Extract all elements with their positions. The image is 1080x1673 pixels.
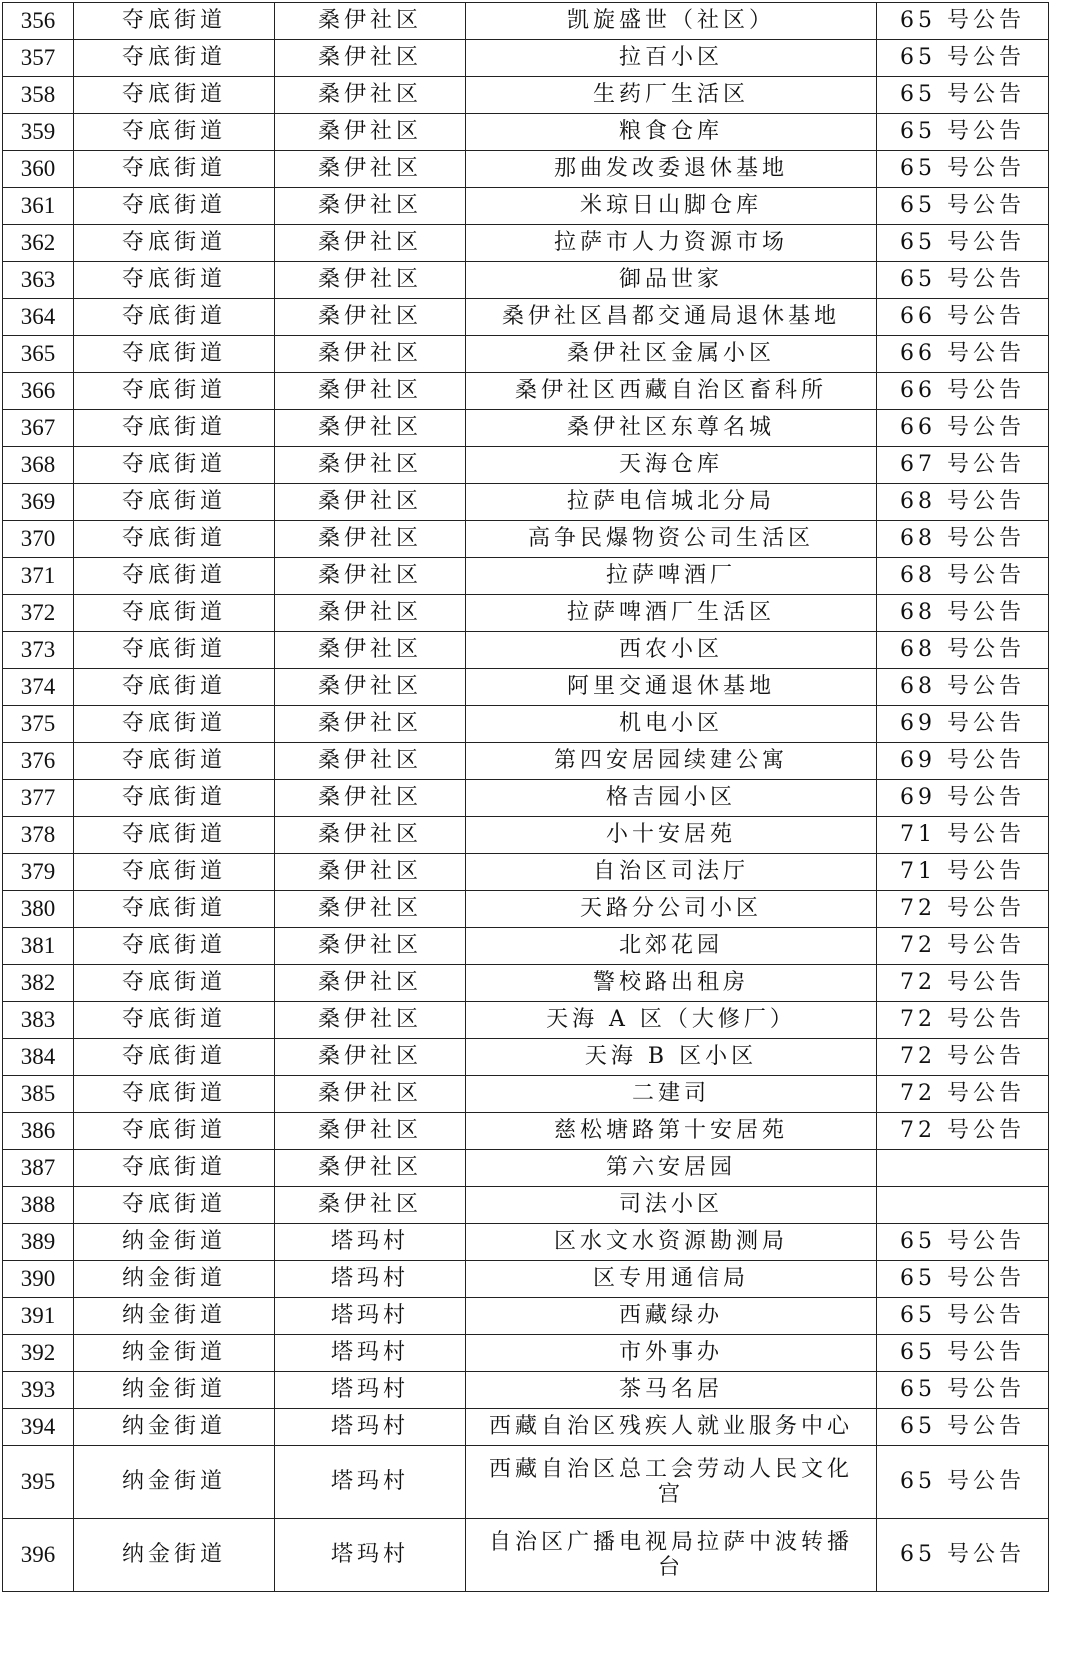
area-name-cell: 区专用通信局 xyxy=(466,1261,877,1298)
community-cell: 塔玛村 xyxy=(275,1298,466,1335)
table-row xyxy=(3,262,1049,299)
notice-cell: 69 号公告 xyxy=(877,706,1049,743)
row-number-cell: 368 xyxy=(3,447,74,484)
notice-cell: 65 号公告 xyxy=(877,1224,1049,1261)
area-name-cell: 机电小区 xyxy=(466,706,877,743)
notice-cell: 69 号公告 xyxy=(877,780,1049,817)
notice-cell: 66 号公告 xyxy=(877,373,1049,410)
street-cell: 夺底街道 xyxy=(74,1113,275,1150)
community-cell: 桑伊社区 xyxy=(275,114,466,151)
area-name-cell: 西藏自治区残疾人就业服务中心 xyxy=(466,1409,877,1446)
table-row xyxy=(3,3,1049,40)
street-cell: 夺底街道 xyxy=(74,1187,275,1224)
area-name-cell: 西藏自治区总工会劳动人民文化宫 xyxy=(466,1446,877,1519)
area-name-cell: 拉萨啤酒厂生活区 xyxy=(466,595,877,632)
area-name-cell: 高争民爆物资公司生活区 xyxy=(466,521,877,558)
table-row xyxy=(3,1409,1049,1446)
community-cell: 桑伊社区 xyxy=(275,632,466,669)
community-cell: 桑伊社区 xyxy=(275,965,466,1002)
residential-area-table xyxy=(2,2,1049,1592)
notice-cell: 71 号公告 xyxy=(877,854,1049,891)
notice-cell: 71 号公告 xyxy=(877,817,1049,854)
table-row xyxy=(3,1076,1049,1113)
community-cell: 桑伊社区 xyxy=(275,188,466,225)
table-row xyxy=(3,1298,1049,1335)
row-number-cell: 364 xyxy=(3,299,74,336)
community-cell: 桑伊社区 xyxy=(275,225,466,262)
street-cell: 纳金街道 xyxy=(74,1372,275,1409)
street-cell: 纳金街道 xyxy=(74,1446,275,1519)
area-name-cell: 市外事办 xyxy=(466,1335,877,1372)
notice-cell: 68 号公告 xyxy=(877,521,1049,558)
row-number-cell: 377 xyxy=(3,780,74,817)
notice-cell: 72 号公告 xyxy=(877,1076,1049,1113)
row-number-cell: 390 xyxy=(3,1261,74,1298)
area-name-cell: 二建司 xyxy=(466,1076,877,1113)
street-cell: 纳金街道 xyxy=(74,1409,275,1446)
notice-cell: 65 号公告 xyxy=(877,1372,1049,1409)
street-cell: 夺底街道 xyxy=(74,595,275,632)
street-cell: 夺底街道 xyxy=(74,706,275,743)
notice-cell: 72 号公告 xyxy=(877,1002,1049,1039)
street-cell: 夺底街道 xyxy=(74,1076,275,1113)
street-cell: 夺底街道 xyxy=(74,77,275,114)
row-number-cell: 356 xyxy=(3,3,74,40)
table-row xyxy=(3,780,1049,817)
notice-cell: 66 号公告 xyxy=(877,410,1049,447)
street-cell: 夺底街道 xyxy=(74,151,275,188)
row-number-cell: 361 xyxy=(3,188,74,225)
table-row xyxy=(3,447,1049,484)
notice-cell: 67 号公告 xyxy=(877,447,1049,484)
area-name-cell: 桑伊社区东尊名城 xyxy=(466,410,877,447)
area-name-cell: 茶马名居 xyxy=(466,1372,877,1409)
street-cell: 夺底街道 xyxy=(74,743,275,780)
table-row xyxy=(3,632,1049,669)
community-cell: 桑伊社区 xyxy=(275,780,466,817)
street-cell: 夺底街道 xyxy=(74,1150,275,1187)
area-name-cell: 天路分公司小区 xyxy=(466,891,877,928)
street-cell: 夺底街道 xyxy=(74,965,275,1002)
community-cell: 桑伊社区 xyxy=(275,410,466,447)
area-name-cell: 天海 B 区小区 xyxy=(466,1039,877,1076)
area-name-cell: 西农小区 xyxy=(466,632,877,669)
community-cell: 塔玛村 xyxy=(275,1372,466,1409)
table-row xyxy=(3,151,1049,188)
row-number-cell: 357 xyxy=(3,40,74,77)
area-name-cell: 凯旋盛世（社区） xyxy=(466,3,877,40)
area-name-cell: 自治区广播电视局拉萨中波转播台 xyxy=(466,1519,877,1592)
row-number-cell: 386 xyxy=(3,1113,74,1150)
area-name-cell: 拉萨电信城北分局 xyxy=(466,484,877,521)
notice-cell: 66 号公告 xyxy=(877,336,1049,373)
notice-cell: 65 号公告 xyxy=(877,1298,1049,1335)
row-number-cell: 388 xyxy=(3,1187,74,1224)
notice-cell: 65 号公告 xyxy=(877,3,1049,40)
notice-cell: 66 号公告 xyxy=(877,299,1049,336)
area-name-cell: 拉百小区 xyxy=(466,40,877,77)
row-number-cell: 370 xyxy=(3,521,74,558)
community-cell: 桑伊社区 xyxy=(275,484,466,521)
row-number-cell: 375 xyxy=(3,706,74,743)
notice-cell: 65 号公告 xyxy=(877,188,1049,225)
table-row xyxy=(3,1446,1049,1519)
table-row xyxy=(3,965,1049,1002)
street-cell: 夺底街道 xyxy=(74,299,275,336)
row-number-cell: 371 xyxy=(3,558,74,595)
street-cell: 夺底街道 xyxy=(74,521,275,558)
table-row xyxy=(3,891,1049,928)
table-row xyxy=(3,817,1049,854)
row-number-cell: 376 xyxy=(3,743,74,780)
row-number-cell: 358 xyxy=(3,77,74,114)
street-cell: 夺底街道 xyxy=(74,558,275,595)
street-cell: 夺底街道 xyxy=(74,225,275,262)
area-name-cell: 米琼日山脚仓库 xyxy=(466,188,877,225)
table-row xyxy=(3,1150,1049,1187)
community-cell: 桑伊社区 xyxy=(275,447,466,484)
street-cell: 夺底街道 xyxy=(74,262,275,299)
community-cell: 桑伊社区 xyxy=(275,1002,466,1039)
street-cell: 夺底街道 xyxy=(74,669,275,706)
table-row xyxy=(3,373,1049,410)
notice-cell: 65 号公告 xyxy=(877,77,1049,114)
street-cell: 夺底街道 xyxy=(74,854,275,891)
notice-cell: 65 号公告 xyxy=(877,1335,1049,1372)
street-cell: 夺底街道 xyxy=(74,928,275,965)
community-cell: 塔玛村 xyxy=(275,1224,466,1261)
street-cell: 夺底街道 xyxy=(74,447,275,484)
row-number-cell: 374 xyxy=(3,669,74,706)
row-number-cell: 387 xyxy=(3,1150,74,1187)
row-number-cell: 359 xyxy=(3,114,74,151)
street-cell: 纳金街道 xyxy=(74,1519,275,1592)
table-row xyxy=(3,1261,1049,1298)
table-row xyxy=(3,669,1049,706)
notice-cell: 65 号公告 xyxy=(877,40,1049,77)
community-cell: 桑伊社区 xyxy=(275,151,466,188)
notice-cell: 65 号公告 xyxy=(877,151,1049,188)
table-row xyxy=(3,521,1049,558)
notice-cell: 65 号公告 xyxy=(877,1409,1049,1446)
area-name-cell: 第六安居园 xyxy=(466,1150,877,1187)
table-row xyxy=(3,1002,1049,1039)
area-name-cell: 警校路出租房 xyxy=(466,965,877,1002)
area-name-cell: 桑伊社区金属小区 xyxy=(466,336,877,373)
community-cell: 桑伊社区 xyxy=(275,3,466,40)
table-row xyxy=(3,1372,1049,1409)
street-cell: 夺底街道 xyxy=(74,780,275,817)
street-cell: 纳金街道 xyxy=(74,1261,275,1298)
area-name-cell: 粮食仓库 xyxy=(466,114,877,151)
notice-cell: 65 号公告 xyxy=(877,1519,1049,1592)
notice-cell: 72 号公告 xyxy=(877,928,1049,965)
area-name-cell: 阿里交通退休基地 xyxy=(466,669,877,706)
notice-cell: 68 号公告 xyxy=(877,558,1049,595)
row-number-cell: 391 xyxy=(3,1298,74,1335)
area-name-cell: 桑伊社区西藏自治区畜科所 xyxy=(466,373,877,410)
community-cell: 桑伊社区 xyxy=(275,1039,466,1076)
community-cell: 桑伊社区 xyxy=(275,706,466,743)
table-row xyxy=(3,1113,1049,1150)
community-cell: 桑伊社区 xyxy=(275,1113,466,1150)
table-row xyxy=(3,558,1049,595)
area-name-cell: 拉萨市人力资源市场 xyxy=(466,225,877,262)
area-name-cell: 区水文水资源勘测局 xyxy=(466,1224,877,1261)
street-cell: 夺底街道 xyxy=(74,632,275,669)
street-cell: 夺底街道 xyxy=(74,1039,275,1076)
street-cell: 夺底街道 xyxy=(74,40,275,77)
notice-cell: 68 号公告 xyxy=(877,595,1049,632)
row-number-cell: 392 xyxy=(3,1335,74,1372)
community-cell: 桑伊社区 xyxy=(275,521,466,558)
row-number-cell: 393 xyxy=(3,1372,74,1409)
table-row xyxy=(3,854,1049,891)
table-row xyxy=(3,77,1049,114)
area-name-cell: 北郊花园 xyxy=(466,928,877,965)
table-row xyxy=(3,743,1049,780)
area-name-cell: 格吉园小区 xyxy=(466,780,877,817)
table-row xyxy=(3,114,1049,151)
table-row xyxy=(3,484,1049,521)
table-body xyxy=(3,3,1049,1592)
table-row xyxy=(3,706,1049,743)
notice-cell xyxy=(877,1187,1049,1224)
notice-cell: 65 号公告 xyxy=(877,262,1049,299)
community-cell: 桑伊社区 xyxy=(275,817,466,854)
area-name-cell: 天海 A 区（大修厂） xyxy=(466,1002,877,1039)
community-cell: 塔玛村 xyxy=(275,1519,466,1592)
table-row xyxy=(3,1224,1049,1261)
row-number-cell: 378 xyxy=(3,817,74,854)
row-number-cell: 384 xyxy=(3,1039,74,1076)
community-cell: 塔玛村 xyxy=(275,1261,466,1298)
community-cell: 桑伊社区 xyxy=(275,373,466,410)
row-number-cell: 367 xyxy=(3,410,74,447)
table-row xyxy=(3,595,1049,632)
notice-cell: 72 号公告 xyxy=(877,1113,1049,1150)
community-cell: 桑伊社区 xyxy=(275,1187,466,1224)
area-name-cell: 第四安居园续建公寓 xyxy=(466,743,877,780)
street-cell: 夺底街道 xyxy=(74,336,275,373)
community-cell: 桑伊社区 xyxy=(275,336,466,373)
table-row xyxy=(3,40,1049,77)
community-cell: 桑伊社区 xyxy=(275,262,466,299)
notice-cell: 68 号公告 xyxy=(877,632,1049,669)
table-row xyxy=(3,1519,1049,1592)
row-number-cell: 369 xyxy=(3,484,74,521)
street-cell: 夺底街道 xyxy=(74,3,275,40)
notice-cell xyxy=(877,1150,1049,1187)
table-row xyxy=(3,928,1049,965)
notice-cell: 72 号公告 xyxy=(877,1039,1049,1076)
community-cell: 桑伊社区 xyxy=(275,1076,466,1113)
row-number-cell: 389 xyxy=(3,1224,74,1261)
row-number-cell: 360 xyxy=(3,151,74,188)
area-name-cell: 自治区司法厅 xyxy=(466,854,877,891)
community-cell: 桑伊社区 xyxy=(275,743,466,780)
notice-cell: 72 号公告 xyxy=(877,965,1049,1002)
table-row xyxy=(3,410,1049,447)
table-row xyxy=(3,1187,1049,1224)
area-name-cell: 西藏绿办 xyxy=(466,1298,877,1335)
community-cell: 桑伊社区 xyxy=(275,854,466,891)
row-number-cell: 396 xyxy=(3,1519,74,1592)
street-cell: 夺底街道 xyxy=(74,114,275,151)
row-number-cell: 383 xyxy=(3,1002,74,1039)
row-number-cell: 362 xyxy=(3,225,74,262)
table-row xyxy=(3,1039,1049,1076)
table-row xyxy=(3,1335,1049,1372)
row-number-cell: 380 xyxy=(3,891,74,928)
notice-cell: 68 号公告 xyxy=(877,669,1049,706)
notice-cell: 65 号公告 xyxy=(877,114,1049,151)
table-row xyxy=(3,299,1049,336)
community-cell: 桑伊社区 xyxy=(275,891,466,928)
street-cell: 夺底街道 xyxy=(74,484,275,521)
community-cell: 桑伊社区 xyxy=(275,40,466,77)
community-cell: 桑伊社区 xyxy=(275,928,466,965)
street-cell: 夺底街道 xyxy=(74,817,275,854)
area-name-cell: 拉萨啤酒厂 xyxy=(466,558,877,595)
row-number-cell: 363 xyxy=(3,262,74,299)
row-number-cell: 373 xyxy=(3,632,74,669)
table-row xyxy=(3,225,1049,262)
street-cell: 纳金街道 xyxy=(74,1298,275,1335)
area-name-cell: 那曲发改委退休基地 xyxy=(466,151,877,188)
area-name-cell: 小十安居苑 xyxy=(466,817,877,854)
area-name-cell: 司法小区 xyxy=(466,1187,877,1224)
area-name-cell: 御品世家 xyxy=(466,262,877,299)
table-row xyxy=(3,336,1049,373)
row-number-cell: 382 xyxy=(3,965,74,1002)
community-cell: 桑伊社区 xyxy=(275,77,466,114)
street-cell: 夺底街道 xyxy=(74,1002,275,1039)
community-cell: 塔玛村 xyxy=(275,1335,466,1372)
notice-cell: 65 号公告 xyxy=(877,225,1049,262)
row-number-cell: 366 xyxy=(3,373,74,410)
community-cell: 桑伊社区 xyxy=(275,595,466,632)
notice-cell: 69 号公告 xyxy=(877,743,1049,780)
notice-cell: 68 号公告 xyxy=(877,484,1049,521)
row-number-cell: 372 xyxy=(3,595,74,632)
row-number-cell: 385 xyxy=(3,1076,74,1113)
community-cell: 塔玛村 xyxy=(275,1409,466,1446)
community-cell: 桑伊社区 xyxy=(275,1150,466,1187)
street-cell: 夺底街道 xyxy=(74,410,275,447)
community-cell: 桑伊社区 xyxy=(275,558,466,595)
notice-cell: 65 号公告 xyxy=(877,1446,1049,1519)
notice-cell: 72 号公告 xyxy=(877,891,1049,928)
area-name-cell: 桑伊社区昌都交通局退休基地 xyxy=(466,299,877,336)
community-cell: 塔玛村 xyxy=(275,1446,466,1519)
table-row xyxy=(3,188,1049,225)
area-name-cell: 天海仓库 xyxy=(466,447,877,484)
area-name-cell: 慈松塘路第十安居苑 xyxy=(466,1113,877,1150)
row-number-cell: 381 xyxy=(3,928,74,965)
row-number-cell: 394 xyxy=(3,1409,74,1446)
row-number-cell: 379 xyxy=(3,854,74,891)
notice-cell: 65 号公告 xyxy=(877,1261,1049,1298)
street-cell: 夺底街道 xyxy=(74,373,275,410)
row-number-cell: 365 xyxy=(3,336,74,373)
community-cell: 桑伊社区 xyxy=(275,299,466,336)
street-cell: 纳金街道 xyxy=(74,1224,275,1261)
community-cell: 桑伊社区 xyxy=(275,669,466,706)
street-cell: 夺底街道 xyxy=(74,188,275,225)
row-number-cell: 395 xyxy=(3,1446,74,1519)
area-name-cell: 生药厂生活区 xyxy=(466,77,877,114)
street-cell: 夺底街道 xyxy=(74,891,275,928)
street-cell: 纳金街道 xyxy=(74,1335,275,1372)
